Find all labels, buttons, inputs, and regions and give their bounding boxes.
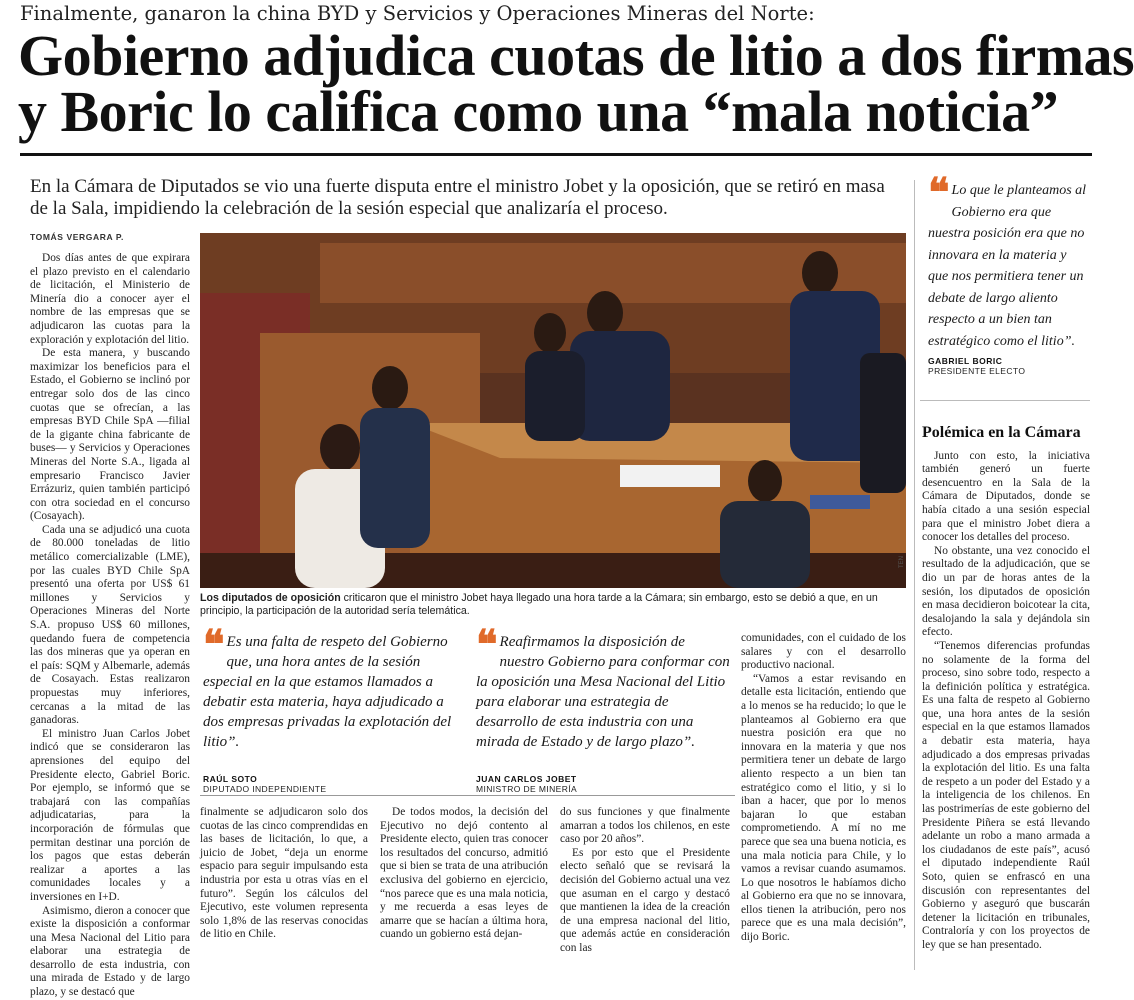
paragraph: “Vamos a estar revisando en detalle esta licitación, entiendo que a lo menos se ha reducido; lo que le planteamos al Gobierno era que nuestra posición era que no innovara en la materia y que nos permitiera tener un debate de largo aliento respecto a un bien tan estratégico como el litio, y si lo iban a hacer, que por lo menos bajaran lo que estaban comprometiendo. A mí no me parece que sea una buena noticia, es una mala noticia para Chile, y lo vamos a revisar cuando asumamos. Lo que nosotros le habíamos dicho al Gobierno era que no se innovara, ellos tienen la atribución, pero nos parece que es una mala decisión”, dijo Boric. <box>741 672 906 944</box>
caption-lead: Los diputados de oposición <box>200 592 341 604</box>
headline <box>18 23 1134 144</box>
kicker: Finalmente, ganaron la china BYD y Servicios y Operaciones Mineras del Norte: <box>20 2 815 25</box>
headline-line-1: Gobierno adjudica cuotas de litio a dos firmas <box>18 23 1134 88</box>
quote-author-name: RAÚL SOTO <box>203 774 258 784</box>
sidebar-heading: Polémica en la Cámara <box>922 424 1081 441</box>
paragraph: Asimismo, dieron a conocer que existe la disposición a conformar una Mesa Nacional del Litio para elaborar una estrategia de desarrollo de esta industria, con una mirada de Estado y de largo plazo, y se destacó que <box>30 904 190 999</box>
photo-credit: TEN <box>899 556 905 568</box>
quote-author-role: PRESIDENTE ELECTO <box>928 366 1026 376</box>
photo-caption <box>200 592 906 618</box>
paragraph: Dos días antes de que expirara el plazo previsto en el calendario de licitación, el Ministerio de Minería dio a conocer ayer el nombre de las empresas que se adjudicaron las cuotas para la exploración y explotación del litio. <box>30 252 190 346</box>
sidebar-column <box>922 422 1090 974</box>
quote-author-role: MINISTRO DE MINERÍA <box>476 784 578 794</box>
quote-text: Reafirmamos la disposición de nuestro Gobierno para conformar con la oposición una Mesa Nacional del Litio para elaborar una estrategia de desarrollo de esta industria con una mirada de Estado y de largo plazo”. <box>476 634 730 750</box>
pull-quote-jobet <box>476 621 731 794</box>
paragraph: Junto con esto, la iniciativa también generó un fuerte desencuentro en la Sala de la Cámara de Diputados, donde se había citado a una sesión especial para que el ministro Jobet diera a conocer los detalles del proceso. <box>922 449 1090 544</box>
paragraph: De esta manera, y buscando maximizar los beneficios para el Estado, el Gobierno se inclinó por entregar solo dos de las cinco cuotas que se ofrecían, a las empresas BYD Chile SpA —filial de la gigante china fabricante de buses— y Servicios y Operaciones Mineras del Norte S.A., ligada al empresario Francisco Javier Errázuriz, quien también participó con otra sociedad en el concurso (Cosayach). <box>30 347 190 523</box>
byline: TOMÁS VERGARA P. <box>30 232 124 242</box>
paragraph: Cada una se adjudicó una cuota de 80.000 toneladas de litio metálico comercializable (LME), por las cuales BYD Chile SpA presentó una oferta por US$ 61 millones y Servicios y Operaciones Mineras del Norte S.A. propuso US$ 60 millones, quedando fuera de competencia las dos mineras que ya operan en el país: SQM y Albemarle, además de Cosayach. Estas realizaron propuestas muy inferiores, cercanas a la mitad de las ganadoras. <box>30 523 190 727</box>
article-column-4 <box>560 806 730 974</box>
quote-author-name: GABRIEL BORIC <box>928 356 1003 366</box>
quotes-bottom-rule <box>200 795 735 796</box>
paragraph: “Tenemos diferencias profundas no solamente de la forma del proceso, sino sobre todo, respecto a la definición política y estratégica. Es una falta de respeto al Gobierno que, una hora antes de la sesión especial en la que estamos llamados a debatir esta materia, haya adjudicado a dos empresas privadas la explotación del litio. Es una falta de respeto a un poder del Estado y a la inteligencia de los chilenos. En las postrimerías de este gobierno del Presidente Piñera se está llevando adelante un robo a mano armada a los ciudadanos de este país”, acusó el diputado independiente Raúl Soto, quien se enfrascó en una discusión con representantes del Gobierno y aseguró que buscarán detener la licitación en tribunales, Contraloría y con los proyectos de ley que se han presentado. <box>922 639 1090 951</box>
pull-quote-soto <box>203 621 453 794</box>
quote-author-role: DIPUTADO INDEPENDIENTE <box>203 784 327 794</box>
sidebar-divider <box>920 400 1090 401</box>
article-column-1 <box>30 252 190 999</box>
pull-quote-boric <box>928 169 1088 376</box>
deck: En la Cámara de Diputados se vio una fuerte disputa entre el ministro Jobet y la oposición, que se retiró en masa de la Sala, impidiendo la celebración de la sesión especial que analizaría el proceso. <box>30 176 885 219</box>
sidebar-vertical-rule <box>914 180 915 970</box>
caption-text: criticaron que el ministro Jobet haya llegado una hora tarde a la Cámara; sin embargo, esto se debió a que, en un principio, la participación de la autoridad sería telemática. <box>200 592 878 617</box>
photo-illustration <box>200 233 906 588</box>
paragraph: De todos modos, la decisión del Ejecutivo no dejó contento al Presidente electo, quien tras conocer los resultados del concurso, admitió que si bien se trata de una atribución exclusiva del gobierno en ejercicio, “nos parece que es una mala noticia, y me recuerda a esas leyes de amarre que se hacían a última hora, cuando un gobierno está dejan- <box>380 806 548 941</box>
paragraph: No obstante, una vez conocido el resultado de la adjudicación, que se dio un par de horas antes de la sesión, los diputados de oposición en masa decidieron boicotear la cita, desalojando la sala y dejándola sin efecto. <box>922 544 1090 639</box>
article-column-3 <box>380 806 548 974</box>
quote-mark-icon: ❝ <box>928 169 946 216</box>
paragraph: do sus funciones y que finalmente amarran a todos los chilenos, en este caso por 20 años”. <box>560 806 730 846</box>
paragraph: Es por esto que el Presidente electo señaló que se revisará la decisión del Gobierno actual una vez que asuman en el cargo y destacó que mantienen la idea de la creación de una empresa nacional del litio, que además actúe en consideración con las <box>560 846 730 954</box>
quote-mark-icon: ❝ <box>203 621 221 668</box>
quote-text: Lo que le planteamos al Gobierno era que nuestra posición era que no innovara en la materia y que nos permitiera tener un debate de largo aliento respecto a un bien tan estratégico como el litio”. <box>928 183 1087 349</box>
paragraph: finalmente se adjudicaron solo dos cuotas de las cinco comprendidas en las bases de licitación, lo que, a juicio de Jobet, “deja un enorme espacio para seguir impulsando esta industria por esta u otras vías en el futuro”. Según los cálculos del Ejecutivo, este volumen representa solo 1,8% de las reservas conocidas de litio en Chile. <box>200 806 368 941</box>
headline-rule <box>20 153 1092 156</box>
article-column-2 <box>200 806 368 974</box>
paragraph: comunidades, con el cuidado de los salares y con el desarrollo productivo nacional. <box>741 632 906 672</box>
quote-author-name: JUAN CARLOS JOBET <box>476 774 577 784</box>
photo-chamber-dispute <box>200 233 906 588</box>
paragraph: El ministro Juan Carlos Jobet indicó que se consideraron las aprensiones del equipo del Presidente electo, Gabriel Boric. Por ejemplo, se informó que se trabajará con las compañías adjudicatarias, para la incorporación de fórmulas que permitan destinar una porción de los pagos que estas deberán realizar a aportes a las comunidades locales y a inversiones en I+D. <box>30 727 190 903</box>
headline-line-2: y Boric lo califica como una “mala noticia” <box>18 79 1059 144</box>
quote-text: Es una falta de respeto del Gobierno que, una hora antes de la sesión especial en la que estamos llamados a debatir esta materia, haya adjudicado a dos empresas privadas la explotación del litio”. <box>203 634 452 750</box>
article-column-5 <box>741 632 906 974</box>
quote-mark-icon: ❝ <box>476 621 494 668</box>
